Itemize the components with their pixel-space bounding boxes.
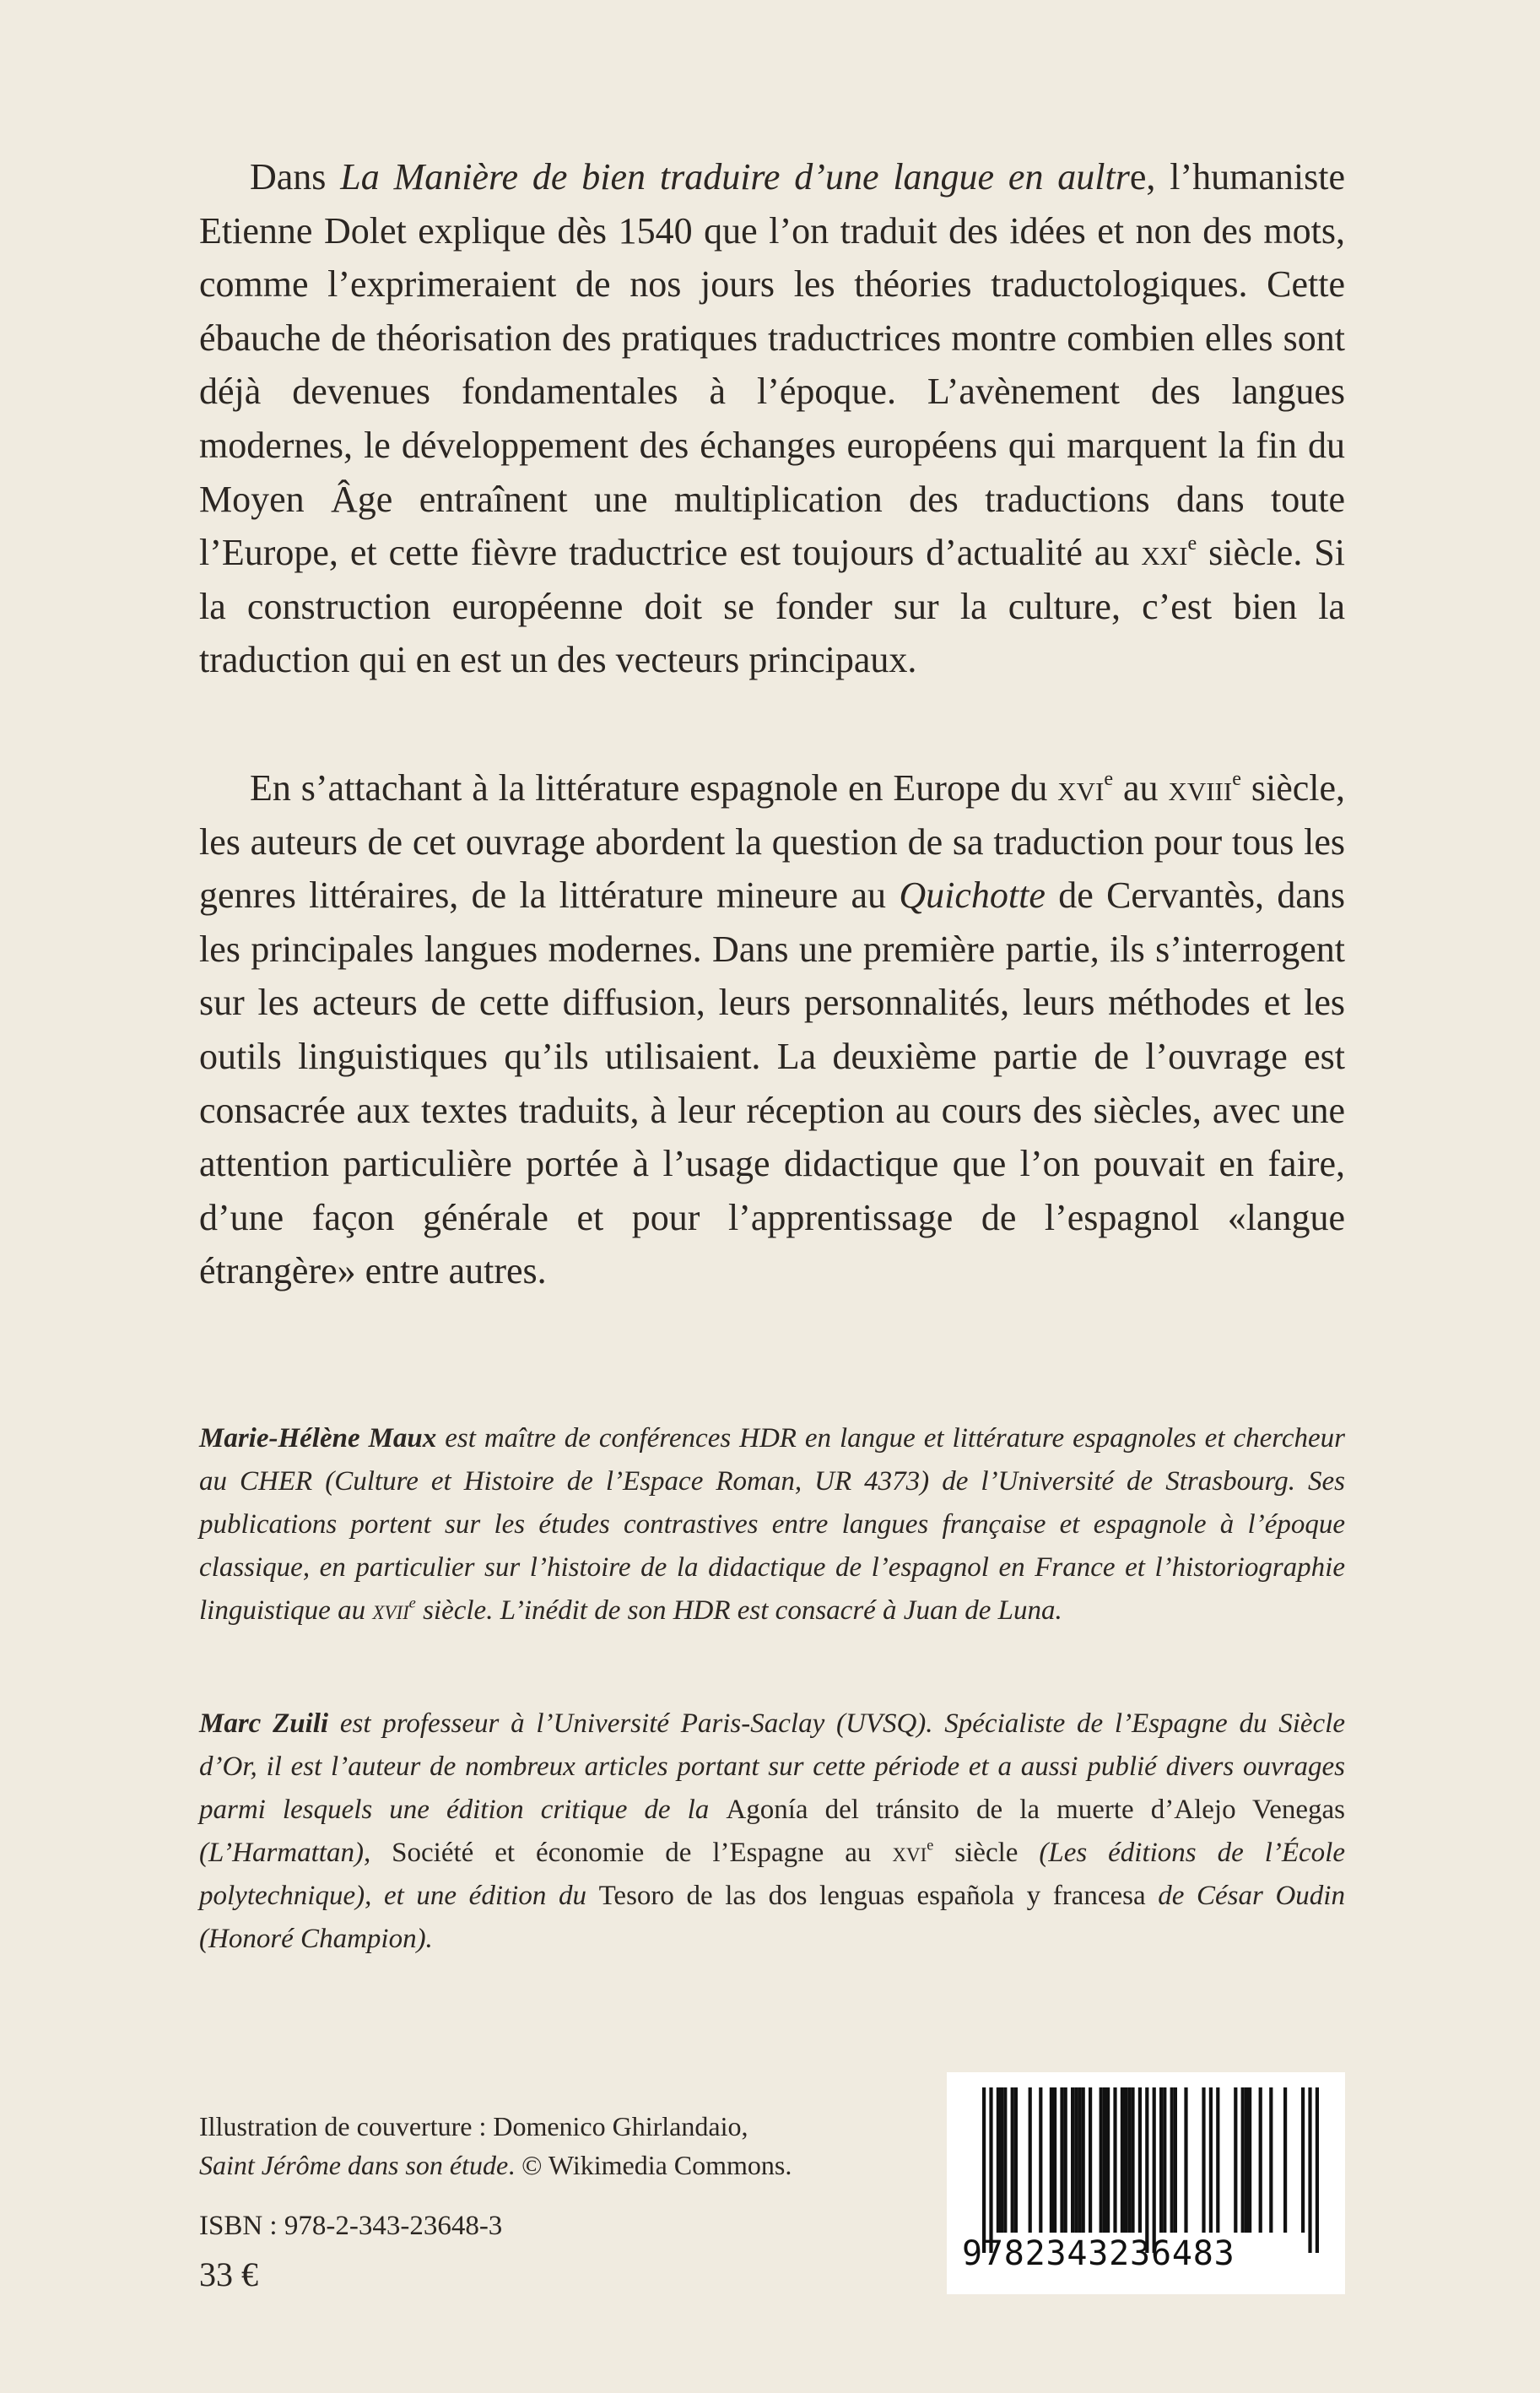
barcode-bar: [1064, 2087, 1067, 2233]
barcode-bar: [1259, 2087, 1262, 2233]
century-sup: e: [408, 1594, 416, 1611]
barcode-bar: [1053, 2087, 1056, 2233]
century-sup: e: [927, 1836, 934, 1854]
barcode-bar: [1241, 2087, 1245, 2233]
barcode-bar: [1071, 2087, 1074, 2233]
barcode-bar: [1269, 2087, 1273, 2233]
barcode-bar: [1029, 2087, 1032, 2233]
barcode-bar: [1000, 2087, 1003, 2233]
barcode-bar: [1184, 2087, 1187, 2233]
barcode-bar: [1121, 2087, 1124, 2233]
barcode-bar: [982, 2087, 986, 2253]
barcode-bar: [1170, 2087, 1174, 2233]
barcode-bar: [1145, 2087, 1148, 2253]
barcode-bar: [1103, 2087, 1106, 2233]
barcode-bar: [1308, 2087, 1311, 2253]
century: xvi: [1057, 767, 1105, 809]
barcode-bar: [1245, 2087, 1248, 2233]
barcode-bar: [1202, 2087, 1205, 2233]
barcode-bar: [989, 2087, 992, 2253]
text: de Cervantès, dans les principales langues modernes. Dans une première partie, ils s’interrogent sur les acteurs de cette diffusion, leurs personnalités, leurs méthodes et les outils linguistiques qu’ils utilisaient. La deuxième partie de l’ouvrage est consacrée aux textes traduits, à leur réception au cours des siècles, avec une attention particulière portée à l’usage didactique que l’on pouvait en faire, d’une façon générale et pour l’apprentissage de l’espagnol «langue étrangère» entre autres.: [199, 874, 1345, 1292]
price: 33 €: [199, 2255, 258, 2293]
publisher: (Les éditions de l’École polytechnique), et une édition du: [199, 1838, 1345, 1911]
barcode-bar: [1174, 2087, 1177, 2233]
barcode-bar: [1011, 2087, 1014, 2233]
barcode-bar: [1089, 2087, 1092, 2233]
author-bio-maux: [199, 1417, 1345, 1632]
publisher: (L’Harmattan),: [199, 1838, 392, 1868]
century: xvii: [372, 1595, 409, 1626]
barcode-bar: [1078, 2087, 1081, 2233]
barcode-bar: [1106, 2087, 1110, 2233]
barcode-bar: [1100, 2087, 1103, 2233]
barcode-bar: [1153, 2087, 1156, 2253]
barcode-bar: [1234, 2087, 1237, 2233]
text: au: [1113, 767, 1169, 809]
century-sup: e: [1104, 766, 1114, 790]
century: xviii: [1168, 767, 1233, 809]
text: En s’attachant à la littérature espagnole en Europe du: [250, 767, 1058, 809]
text: e, l’humaniste Etienne Dolet explique dès 1540 que l’on traduit des idées et non des mots, comme l’exprimeraient de nos jours les théories traductologiques. Cette ébauche de théorisation des pratiques traductrices montre combien elles sont déjà devenues fondamentales à l’époque. L’avènement des langues modernes, le développement des échanges européens qui marquent la fin du Moyen Âge entraînent une multiplication des traductions dans toute l’Europe, et cette fièvre traductrice est toujours d’actualité au: [199, 156, 1346, 574]
barcode-bar: [997, 2087, 1000, 2233]
painting-title: Saint Jérôme dans son étude: [199, 2150, 509, 2180]
barcode-bar: [1050, 2087, 1053, 2233]
work-title: Agonía del tránsito de la muerte: [726, 1795, 1134, 1825]
credits-line-2: [199, 2146, 792, 2185]
barcode-bar: [1082, 2087, 1085, 2233]
barcode-bar: [1316, 2087, 1319, 2253]
work-title: Tesoro de las dos lenguas española y francesa: [598, 1881, 1146, 1911]
text: est maître de conférences HDR en langue et littérature espagnoles et chercheur au CHER (Culture et Histoire de l’Espace Roman, UR 4373) de l’Université de Strasbourg. Ses publications portent sur les études contrastives entre langues française et espagnole à l’époque classique, en particulier sur l’histoire de la didactique de l’espagnol en France et l’historiographie linguistique au: [199, 1423, 1345, 1626]
text: siècle. L’inédit de son HDR est consacré à Juan de Luna.: [415, 1595, 1062, 1626]
author-name: Marc Zuili: [199, 1708, 329, 1739]
barcode-bar: [1060, 2087, 1063, 2233]
author-bio-zuili: [199, 1703, 1345, 1961]
barcode-digits: 9782343236483: [962, 2234, 1235, 2273]
barcode-bar: [1159, 2087, 1163, 2233]
isbn: ISBN : 978-2-343-23648-3: [199, 2211, 503, 2241]
century: xvi: [892, 1838, 927, 1868]
text: Dans: [250, 156, 341, 198]
barcode-bar: [1301, 2087, 1305, 2233]
barcode-bar: [1138, 2087, 1142, 2233]
title-dolet: La Manière de bien traduire d’une langue en aultr: [340, 156, 1130, 198]
barcode-bar: [1014, 2087, 1018, 2233]
description-paragraph-2: [199, 761, 1345, 1298]
credits-line-1: Illustration de couverture : Domenico Ghirlandaio,: [199, 2111, 748, 2141]
barcode-bar: [1216, 2087, 1219, 2233]
text: d’Alejo Venegas: [1133, 1795, 1345, 1825]
text: . © Wikimedia Commons.: [508, 2150, 792, 2180]
barcode-bar: [1074, 2087, 1078, 2233]
century-sup: e: [1232, 766, 1241, 790]
barcode-bar: [1039, 2087, 1042, 2233]
text: siècle, les auteurs de cet ouvrage abordent la question de sa traduction pour tous les genres littéraires, de la littérature mineure au: [199, 767, 1346, 917]
barcode-bar: [1127, 2087, 1131, 2233]
barcode-bar: [1248, 2087, 1251, 2233]
author-name: Marie-Hélène Maux: [199, 1423, 437, 1454]
title-quichotte: Quichotte: [899, 874, 1046, 917]
barcode: [947, 2072, 1345, 2294]
barcode-bar: [1163, 2087, 1166, 2233]
text: de César Oudin (Honoré Champion).: [199, 1881, 1345, 1954]
barcode-bar: [1113, 2087, 1116, 2233]
description-paragraph-1: [199, 150, 1345, 687]
text: siècle. Si la construction européenne doit se fonder sur la culture, c’est bien la traduction qui en est un des vecteurs principaux.: [199, 532, 1345, 681]
barcode-bar: [1003, 2087, 1007, 2233]
barcode-bar: [1209, 2087, 1213, 2233]
cover-credits: [199, 2107, 792, 2185]
century: xxi: [1141, 532, 1188, 574]
barcode-bar: [1124, 2087, 1127, 2233]
barcode-bar: [1283, 2087, 1287, 2233]
century-sup: e: [1187, 532, 1197, 555]
barcode-bar: [1131, 2087, 1134, 2233]
text: est professeur à l’Université Paris-Saclay (UVSQ). Spécialiste de l’Espagne du Siècle d’Or, il est l’auteur de nombreux articles portant sur cette période et a aussi publié divers ouvrages parmi lesquels une édition critique de la: [199, 1708, 1345, 1825]
work-title: siècle: [933, 1838, 1019, 1868]
work-title: Société et économie de l’Espagne au: [392, 1838, 893, 1868]
